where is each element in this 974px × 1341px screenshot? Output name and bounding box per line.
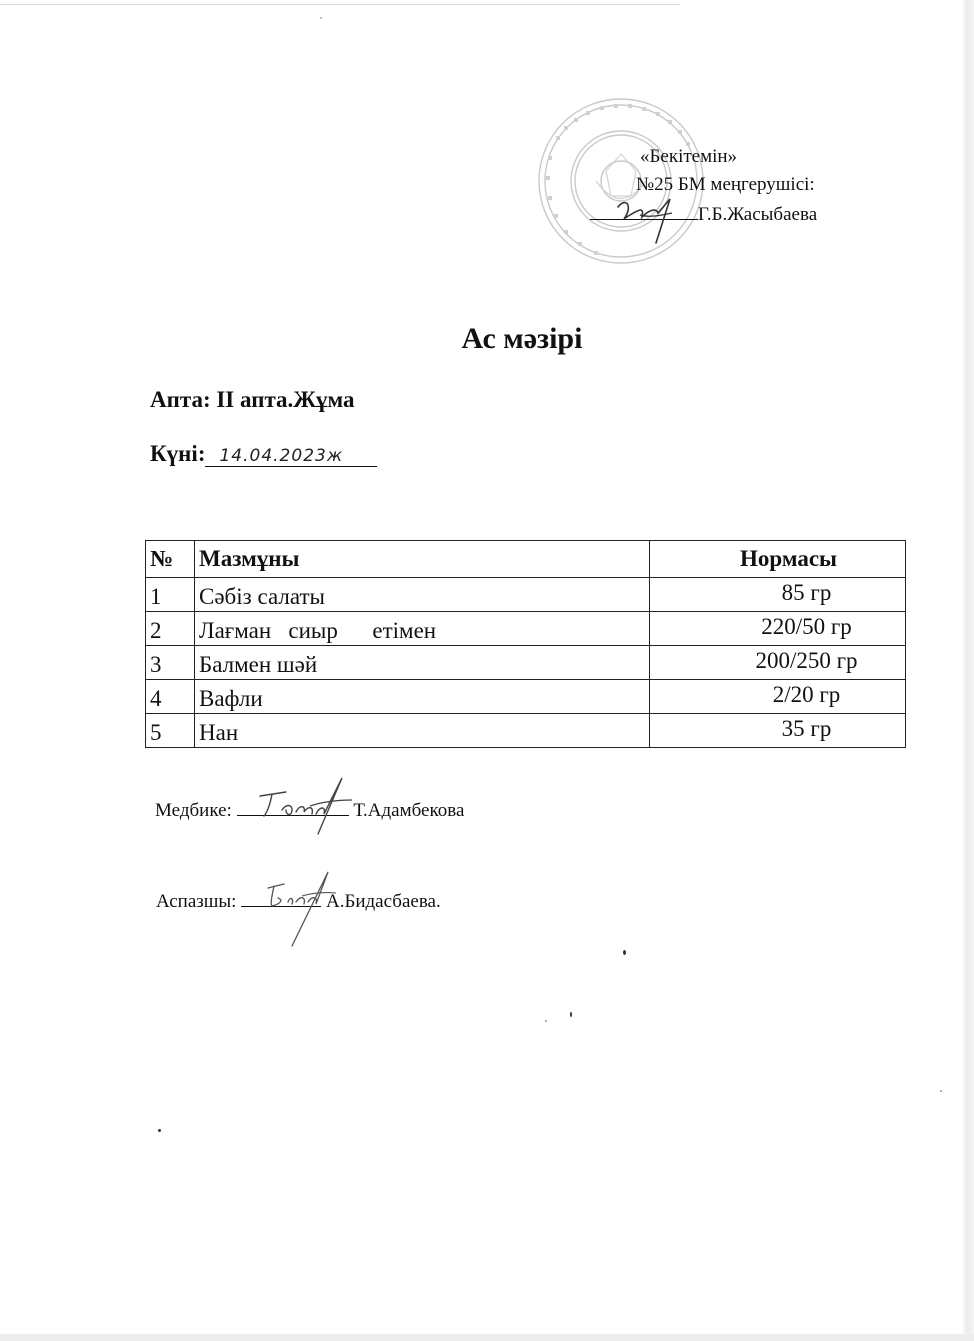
dish-norm: 200/250 гр [650, 646, 906, 680]
column-header: Мазмұны [195, 541, 650, 578]
week-line: Апта: II апта.Жұма [150, 387, 355, 412]
date-label: Күні: [150, 441, 206, 466]
row-number: 4 [146, 680, 195, 714]
row-number: 5 [146, 714, 195, 748]
dish-name: Сәбіз салаты [195, 578, 650, 612]
dish-norm: 220/50 гр [650, 612, 906, 646]
table-row [146, 612, 906, 646]
scan-speck [940, 1090, 942, 1092]
dish-name: Вафли [195, 680, 650, 714]
scan-speck [545, 1020, 547, 1022]
dish-norm: 2/20 гр [650, 680, 906, 714]
row-number: 2 [146, 612, 195, 646]
dish-name: Балмен шәй [195, 646, 650, 680]
director-signature [600, 185, 710, 245]
director-name: Г.Б.Жасыбаева [698, 204, 818, 225]
column-header: № [146, 541, 195, 578]
table-row [146, 714, 906, 748]
page-title: Ас мәзірі [461, 322, 583, 355]
cook-signature [258, 866, 348, 950]
cook-label: Аспазшы: [156, 891, 237, 912]
row-number: 1 [146, 578, 195, 612]
menu-table [145, 540, 906, 748]
scan-speck [320, 17, 322, 19]
table-header-row [146, 541, 906, 578]
nurse-signature [252, 770, 362, 840]
date-handwritten: 14.04.2023ж [219, 446, 344, 466]
scan-speck [570, 1012, 572, 1017]
column-header: Нормасы [650, 541, 906, 578]
table-row [146, 646, 906, 680]
nurse-label: Медбике: [155, 800, 232, 821]
approval-position: №25 БМ меңгерушісі: [636, 174, 815, 195]
dish-norm: 35 гр [650, 714, 906, 748]
date-field [205, 442, 377, 467]
scan-speck [158, 1129, 161, 1132]
scan-edge [962, 0, 974, 1341]
row-number: 3 [146, 646, 195, 680]
nurse-name: Т.Адамбекова [353, 800, 465, 821]
dish-name: Нан [195, 714, 650, 748]
date-line [150, 441, 377, 467]
approval-heading: «Бекітемін» [640, 146, 738, 167]
table-row [146, 578, 906, 612]
table-row [146, 680, 906, 714]
dish-name: Лағман сиыр етімен [195, 612, 650, 646]
scan-edge [0, 1334, 974, 1341]
cook-name: А.Бидасбаева. [325, 891, 441, 912]
scan-edge [0, 4, 680, 5]
scan-speck [623, 950, 626, 955]
dish-norm: 85 гр [650, 578, 906, 612]
